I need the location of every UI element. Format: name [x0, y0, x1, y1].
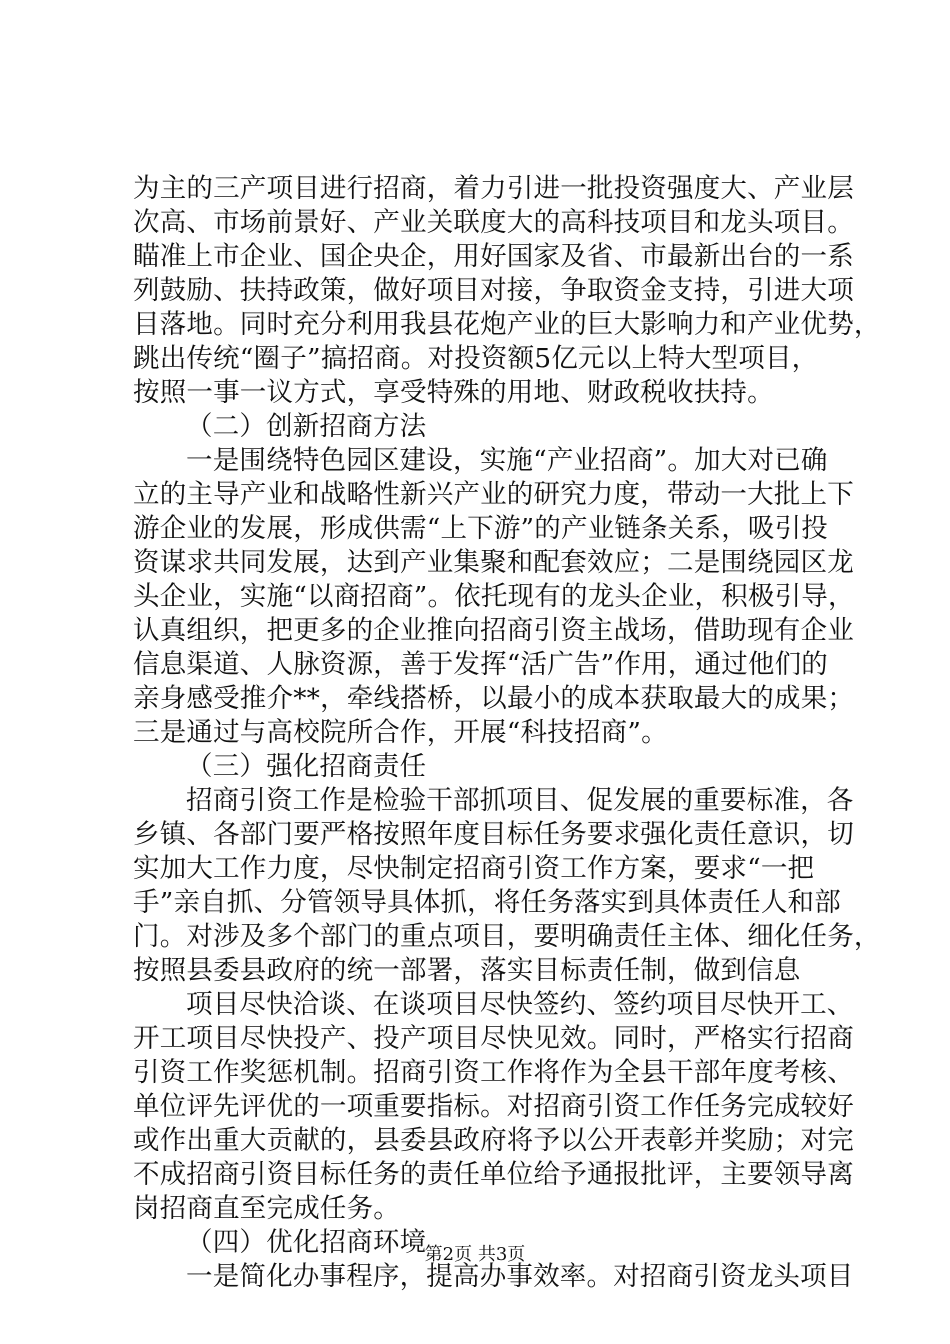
text-line: 项目尽快洽谈、在谈项目尽快签约、签约项目尽快开工、 — [186, 989, 854, 1020]
text-line: 引资工作奖惩机制。招商引资工作将作为全县干部年度考核、 — [133, 1057, 854, 1088]
text-line: 三是通过与高校院所合作，开展“科技招商”。 — [133, 717, 668, 748]
text-line: 跳出传统“圈子”搞招商。对投资额5亿元以上特大型项目， — [133, 343, 819, 374]
text-line: 资谋求共同发展，达到产业集聚和配套效应；二是围绕园区龙 — [133, 547, 854, 578]
text-line: 招商引资工作是检验干部抓项目、促发展的重要标准，各 — [186, 785, 854, 816]
text-line: 实加大工作力度，尽快制定招商引资工作方案，要求“一把 — [133, 853, 815, 884]
text-line: 目落地。同时充分利用我县花炮产业的巨大影响力和产业优势， — [133, 309, 881, 340]
text-line: 或作出重大贡献的，县委县政府将予以公开表彰并奖励；对完 — [133, 1125, 854, 1156]
text-line: 亲身感受推介**，牵线搭桥，以最小的成本获取最大的成果； — [133, 683, 855, 714]
text-line: 头企业，实施“以商招商”。依托现有的龙头企业，积极引导， — [133, 581, 855, 612]
text-line: 认真组织，把更多的企业推向招商引资主战场，借助现有企业 — [133, 615, 854, 646]
text-line: 按照一事一议方式，享受特殊的用地、财政税收扶持。 — [133, 377, 774, 408]
text-line: 瞄准上市企业、国企央企，用好国家及省、市最新出台的一系 — [133, 241, 854, 272]
text-line: 一是围绕特色园区建设，实施“产业招商”。加大对已确 — [186, 445, 828, 476]
text-line: 门。对涉及多个部门的重点项目，要明确责任主体、细化任务， — [133, 921, 881, 952]
text-line: 开工项目尽快投产、投产项目尽快见效。同时，严格实行招商 — [133, 1023, 854, 1054]
text-line: 乡镇、各部门要严格按照年度目标任务要求强化责任意识，切 — [133, 819, 854, 850]
text-line: 一是简化办事程序，提高办事效率。对招商引资龙头项目 — [186, 1261, 854, 1292]
page-footer: 第2页 共3页 — [424, 1244, 526, 1265]
section-heading: （四）优化招商环境 — [186, 1227, 427, 1258]
text-line: 手”亲自抓、分管领导具体抓，将任务落实到具体责任人和部 — [133, 887, 841, 918]
text-line: 游企业的发展，形成供需“上下游”的产业链条关系，吸引投 — [133, 513, 828, 544]
text-line: 次高、市场前景好、产业关联度大的高科技项目和龙头项目。 — [133, 207, 854, 238]
text-line: 信息渠道、人脉资源，善于发挥“活广告”作用，通过他们的 — [133, 649, 828, 680]
text-line: 列鼓励、扶持政策，做好项目对接，争取资金支持，引进大项 — [133, 275, 854, 306]
section-heading: （三）强化招商责任 — [186, 751, 427, 782]
text-line: 岗招商直至完成任务。 — [133, 1193, 400, 1224]
text-line: 不成招商引资目标任务的责任单位给予通报批评，主要领导离 — [133, 1159, 854, 1190]
text-line: 按照县委县政府的统一部署，落实目标责任制，做到信息 — [133, 955, 801, 986]
document-body — [133, 172, 881, 1294]
text-line: 立的主导产业和战略性新兴产业的研究力度，带动一大批上下 — [133, 479, 854, 510]
text-line: 为主的三产项目进行招商，着力引进一批投资强度大、产业层 — [133, 173, 854, 204]
text-line: 单位评先评优的一项重要指标。对招商引资工作任务完成较好 — [133, 1091, 854, 1122]
section-heading: （二）创新招商方法 — [186, 411, 427, 442]
